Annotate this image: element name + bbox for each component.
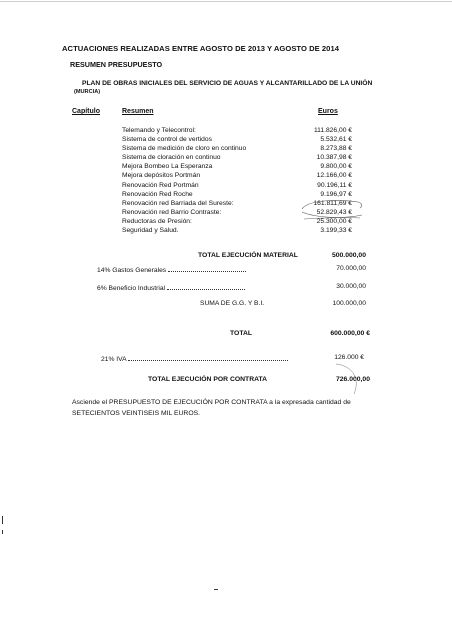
total-material-value: 500.000,00 — [331, 252, 366, 259]
document-title: ACTUACIONES REALIZADAS ENTRE AGOSTO DE 2013 Y AGOSTO DE 2014 — [62, 44, 339, 53]
document-subtitle: RESUMEN PRESUPUESTO — [70, 60, 163, 69]
handwritten-pen-marks — [296, 196, 366, 226]
column-header-capitulo: Capítulo — [72, 108, 100, 115]
plan-location: (MURCIA) — [74, 89, 101, 95]
total-label: TOTAL — [230, 330, 253, 337]
beneficio-industrial-label — [97, 283, 245, 292]
list-item — [122, 126, 352, 135]
item-label: Seguridad y Salud. — [122, 227, 179, 235]
list-item — [122, 226, 352, 235]
item-value: 9.196,97 € — [320, 190, 352, 198]
item-value: 10.387,98 € — [316, 154, 352, 162]
beneficio-industrial-text: 6% Beneficio Industrial — [97, 285, 166, 292]
item-label: Mejora depósitos Portmán — [122, 172, 201, 180]
item-label: Sistema de cloración en continuo — [122, 154, 221, 162]
gastos-generales-text: 14% Gastos Generales — [97, 267, 167, 274]
list-item — [122, 162, 352, 171]
list-item — [122, 135, 352, 144]
item-value: 5.532,61 € — [320, 136, 352, 144]
list-item — [122, 144, 352, 153]
suma-gg-bi-label: SUMA DE G.G. Y B.I. — [200, 300, 265, 307]
item-label: Reductoras de Presión: — [122, 217, 192, 225]
paragraph-line-1: Asciende el PRESUPUESTO DE EJECUCIÓN POR CONTRATA a la expresada cantidad de — [72, 399, 351, 406]
scan-margin-mark — [2, 530, 3, 534]
item-value: 9.800,00 € — [320, 163, 352, 171]
iva-label — [101, 354, 288, 363]
total-contrata-value: 726.000,00 — [335, 376, 370, 383]
dotted-leader — [168, 265, 246, 272]
beneficio-industrial-value: 30.000,00 — [336, 283, 366, 290]
dotted-leader — [128, 354, 288, 361]
total-material-label: TOTAL EJECUCIÓN MATERIAL — [198, 252, 298, 259]
total-value: 600.000,00 € — [330, 330, 370, 337]
list-item — [122, 181, 352, 190]
item-label: Renovación red Barrio Contraste: — [122, 208, 222, 216]
column-header-resumen: Resumen — [122, 108, 154, 115]
column-header-euros: Euros — [318, 108, 338, 115]
item-value: 12.166,00 € — [316, 172, 352, 180]
item-label: Renovación Red Portmán — [122, 181, 199, 189]
item-label: Sistema de control de vertidos — [122, 136, 212, 144]
paragraph-line-2: SETECIENTOS VEINTISEIS MIL EUROS. — [72, 410, 201, 417]
item-value: 111.826,00 € — [313, 127, 352, 134]
dotted-leader — [167, 283, 245, 290]
scan-margin-mark — [2, 516, 3, 524]
item-value: 90.196,11 € — [317, 181, 352, 189]
iva-value: 126.000 € — [334, 354, 364, 361]
gastos-generales-value: 70.000,00 — [336, 265, 366, 272]
item-value: 25.300,00 € — [316, 217, 352, 225]
item-label: Mejora Bombeo La Esperanza — [122, 163, 213, 171]
plan-title: PLAN DE OBRAS INICIALES DEL SERVICIO DE AGUAS Y ALCANTARILLADO DE LA UNIÓN — [82, 80, 373, 87]
scan-speck — [214, 589, 218, 590]
item-label: Renovación Red Roche — [122, 190, 193, 198]
list-item — [122, 153, 352, 162]
total-contrata-label: TOTAL EJECUCIÓN POR CONTRATA — [148, 376, 268, 383]
list-item — [122, 171, 352, 180]
closing-paragraph — [72, 397, 388, 419]
top-edge-line — [0, 1, 452, 2]
item-label: Renovación red Barriada del Sureste: — [122, 199, 234, 207]
item-value: 8.273,88 € — [320, 145, 352, 153]
item-value: 161.811,69 € — [313, 199, 352, 207]
item-value: 52.829,43 € — [316, 208, 352, 216]
handwritten-arc-mark — [330, 360, 370, 400]
item-label: Sistema de medición de cloro en continuo — [122, 145, 247, 153]
item-label: Telemando y Telecontrol: — [122, 127, 196, 134]
iva-text: 21% IVA — [101, 356, 127, 363]
suma-gg-bi-value: 100.000,00 — [332, 300, 366, 307]
gastos-generales-label — [97, 265, 246, 274]
item-value: 3.199,33 € — [320, 227, 352, 235]
